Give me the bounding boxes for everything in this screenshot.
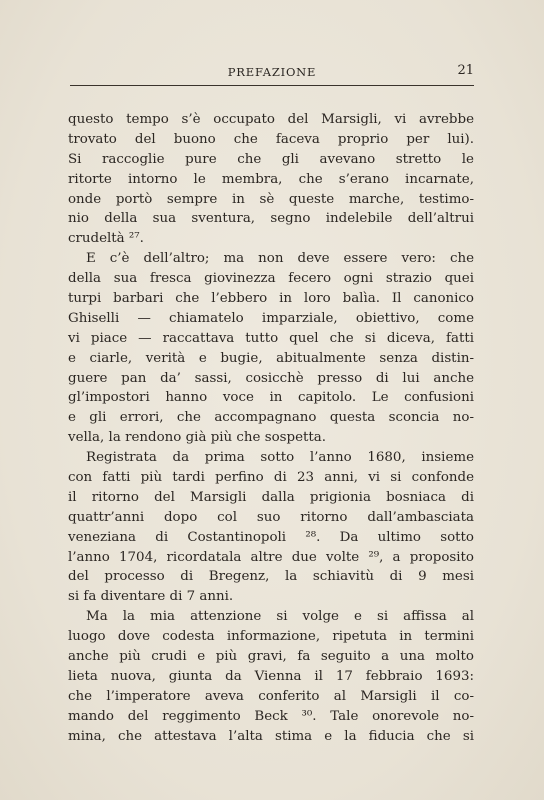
text-line: mando del reggimento Beck ³⁰. Tale onorevole no-	[68, 708, 474, 724]
text-line: anche più crudi e più gravi, fa seguito a una molto	[68, 649, 474, 665]
text-line: Si raccoglie pure che gli avevano stretto le	[68, 151, 474, 167]
text-line: Ma la mia attenzione si volge e si affissa al	[86, 609, 474, 625]
text-line: lieta nuova, giunta da Vienna il 17 febbraio 1693:	[68, 668, 474, 684]
text-line: E c’è dell’altro; ma non deve essere vero: che	[86, 251, 474, 267]
text-line: guere pan da’ sassi, cosicchè presso di lui anche	[68, 370, 474, 386]
text-line: nio della sua sventura, segno indelebile dell’altrui	[68, 211, 474, 227]
text-line: questo tempo s’è occupato del Marsigli, vi avrebbe	[68, 112, 474, 127]
text-line: con fatti più tardi perfino di 23 anni, vi si confonde	[68, 470, 474, 486]
text-line: onde portò sempre in sè queste marche, testimo-	[68, 191, 474, 207]
text-line: luogo dove codesta informazione, ripetuta in termini	[68, 629, 474, 645]
text-line: del processo di Bregenz, la schiavitù di 9 mesi	[68, 569, 474, 585]
text-line: che l’imperatore aveva conferito al Marsigli il co-	[68, 688, 474, 704]
text-line: crudeltà ²⁷.	[68, 231, 144, 247]
text-line: Ghiselli — chiamatelo imparziale, obiettivo, come	[68, 310, 474, 326]
text-line: mina, che attestava l’alta stima e la fiducia che si	[68, 728, 474, 744]
text-line: e gli errori, che accompagnano questa sconcia no-	[68, 410, 474, 426]
text-line: ritorte intorno le membra, che s’erano incarnate,	[68, 171, 474, 187]
running-head	[70, 63, 474, 83]
page-number: 21	[457, 63, 474, 78]
text-line: vi piace — raccattava tutto quel che si diceva, fatti	[68, 330, 474, 346]
text-line: il ritorno del Marsigli dalla prigionia bosniaca di	[68, 489, 474, 505]
running-title: PREFAZIONE	[227, 65, 317, 79]
text-line: si fa diventare di 7 anni.	[68, 589, 234, 605]
text-line: trovato del buono che faceva proprio per lui).	[68, 131, 474, 147]
text-line: Registrata da prima sotto l’anno 1680, insieme	[86, 450, 474, 466]
text-line: e ciarle, verità e bugie, abitualmente senza distin-	[68, 350, 474, 366]
text-line: veneziana di Costantinopoli ²⁸. Da ultimo sotto	[68, 529, 474, 545]
text-line: quattr’anni dopo col suo ritorno dall’ambasciata	[68, 509, 474, 525]
body-text	[68, 110, 474, 747]
text-line: gl’impostori hanno voce in capitolo. Le confusioni	[68, 390, 474, 406]
text-line: vella, la rendono già più che sospetta.	[68, 430, 327, 446]
text-line: turpi barbari che l’ebbero in loro balìa. Il canonico	[68, 291, 474, 307]
text-line: l’anno 1704, ricordatala altre due volte ²⁹, a proposito	[68, 549, 474, 565]
text-line: della sua fresca giovinezza fecero ogni strazio quei	[68, 271, 474, 287]
header-rule	[70, 85, 474, 86]
